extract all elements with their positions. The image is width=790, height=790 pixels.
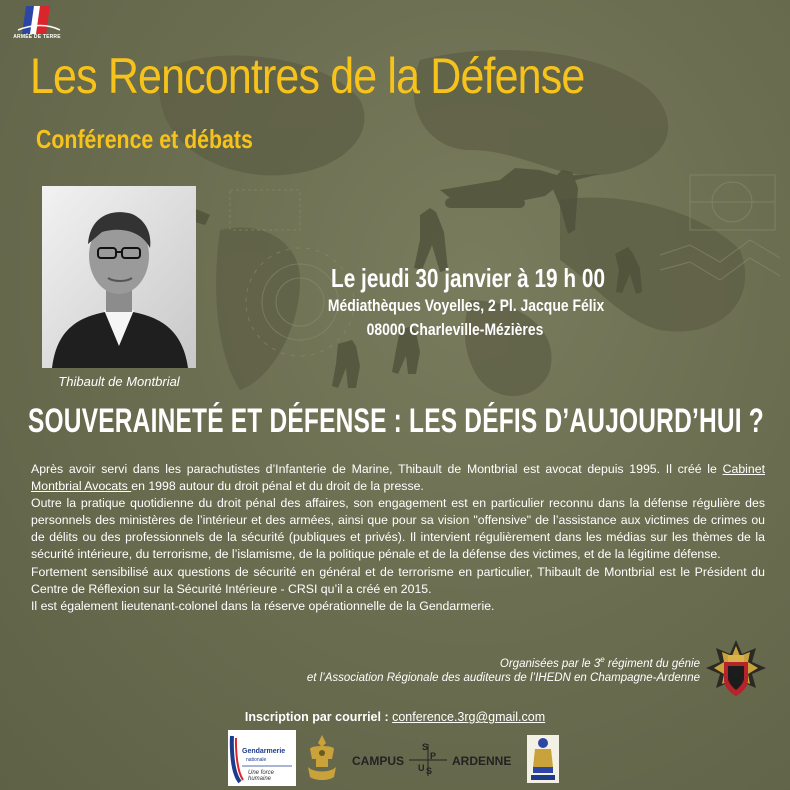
poster-subtitle: Conférence et débats xyxy=(36,124,253,154)
gendarmerie-logo-motto: Une force humaine xyxy=(248,770,275,782)
speaker-caption: Thibault de Montbrial xyxy=(58,374,180,389)
regiment-crest-icon xyxy=(706,640,766,702)
biography-paragraph-1 xyxy=(31,461,765,495)
event-date: Le jeudi 30 janvier à 19 h 00 xyxy=(331,263,606,293)
event-info xyxy=(300,262,610,342)
organizers-superscript: e xyxy=(600,655,605,664)
organizers-text: régiment du génie xyxy=(604,657,700,670)
campus-logo-letter: S xyxy=(422,742,429,752)
biography-paragraph-4: Il est également lieutenant-colonel dans la réserve opérationnelle de la Gendarmerie. xyxy=(31,598,495,613)
registration-email-link[interactable]: conference.3rg@gmail.com xyxy=(392,710,546,724)
biography-paragraph-2: Outre la pratique quotidienne du droit pénal des affaires, son engagement est en particulier reconnu dans la défense régulière des personnels des ministères de l’intérieur et des armées, ainsi que pour sa vision "offensive" de l’assistance aux victimes de crimes ou de délits ou des professionnels de la sécurité (publiques et privés). Il intervient régulièrement dans les médias sur les thèmes de la sécurité intérieure, du terrorisme, de l’islamisme, de la politique pénale et de la défense des victimes, et de la légitime défense. xyxy=(31,496,765,562)
biography-paragraph-3: Fortement sensibilisé aux questions de sécurité en général et de terrorisme en particulier, Thibault de Montbrial est le Président du Centre de Réflexion sur la Sécurité Intérieure - CRSI qu’il a créé en 2015. xyxy=(31,564,765,596)
ihedn-figure-icon xyxy=(527,735,559,783)
organizers-text: Organisées par le 3 xyxy=(499,657,601,670)
event-city: 08000 Charleville-Mézières xyxy=(366,320,544,339)
speaker-photo xyxy=(42,186,196,368)
military-emblem-icon xyxy=(304,733,340,783)
campus-logo-letter: S xyxy=(426,766,433,776)
campus-logo-letter: P xyxy=(430,751,437,761)
campus-logo-left-text: CAMPUS xyxy=(352,754,405,768)
organizers xyxy=(230,653,700,685)
biography-text: en 1998 autour du droit pénal et du droit de la presse. xyxy=(131,479,424,494)
campus-logo-letter: U xyxy=(418,763,425,773)
poster-title: Les Rencontres de la Défense xyxy=(30,48,585,104)
campus-sup-ardenne-logo xyxy=(352,742,518,778)
cabinet-montbrial-link[interactable]: Cabinet Montbrial Avocats xyxy=(31,462,765,494)
conference-headline: SOUVERAINETÉ ET DÉFENSE : LES DÉFIS D’AUJOURD’HUI ? xyxy=(28,402,764,440)
registration xyxy=(200,710,590,724)
campus-logo-right-text: ARDENNE xyxy=(452,754,512,768)
organizers-line-2: et l’Association Régionale des auditeurs de l’IHEDN en Champagne-Ardenne xyxy=(306,671,700,684)
gendarmerie-logo-name: Gendarmerie xyxy=(242,748,286,755)
biography-text: Après avoir servi dans les parachutistes d’Infanterie de Marine, Thibault de Montbrial est avocat depuis 1995. Il créé le xyxy=(31,462,723,476)
gendarmerie-logo xyxy=(228,730,296,786)
speaker-biography xyxy=(31,461,765,615)
gendarmerie-logo-subtitle: nationale xyxy=(246,757,267,763)
registration-label: Inscription par courriel : xyxy=(244,710,393,724)
armee-de-terre-logo-text: ARMÉE DE TERRE xyxy=(13,34,61,40)
organizers-line-1 xyxy=(230,653,700,671)
event-place: Médiathèques Voyelles, 2 Pl. Jacque Félix xyxy=(327,296,605,315)
ihedn-logo xyxy=(527,735,559,783)
speaker-portrait-image xyxy=(42,186,196,368)
